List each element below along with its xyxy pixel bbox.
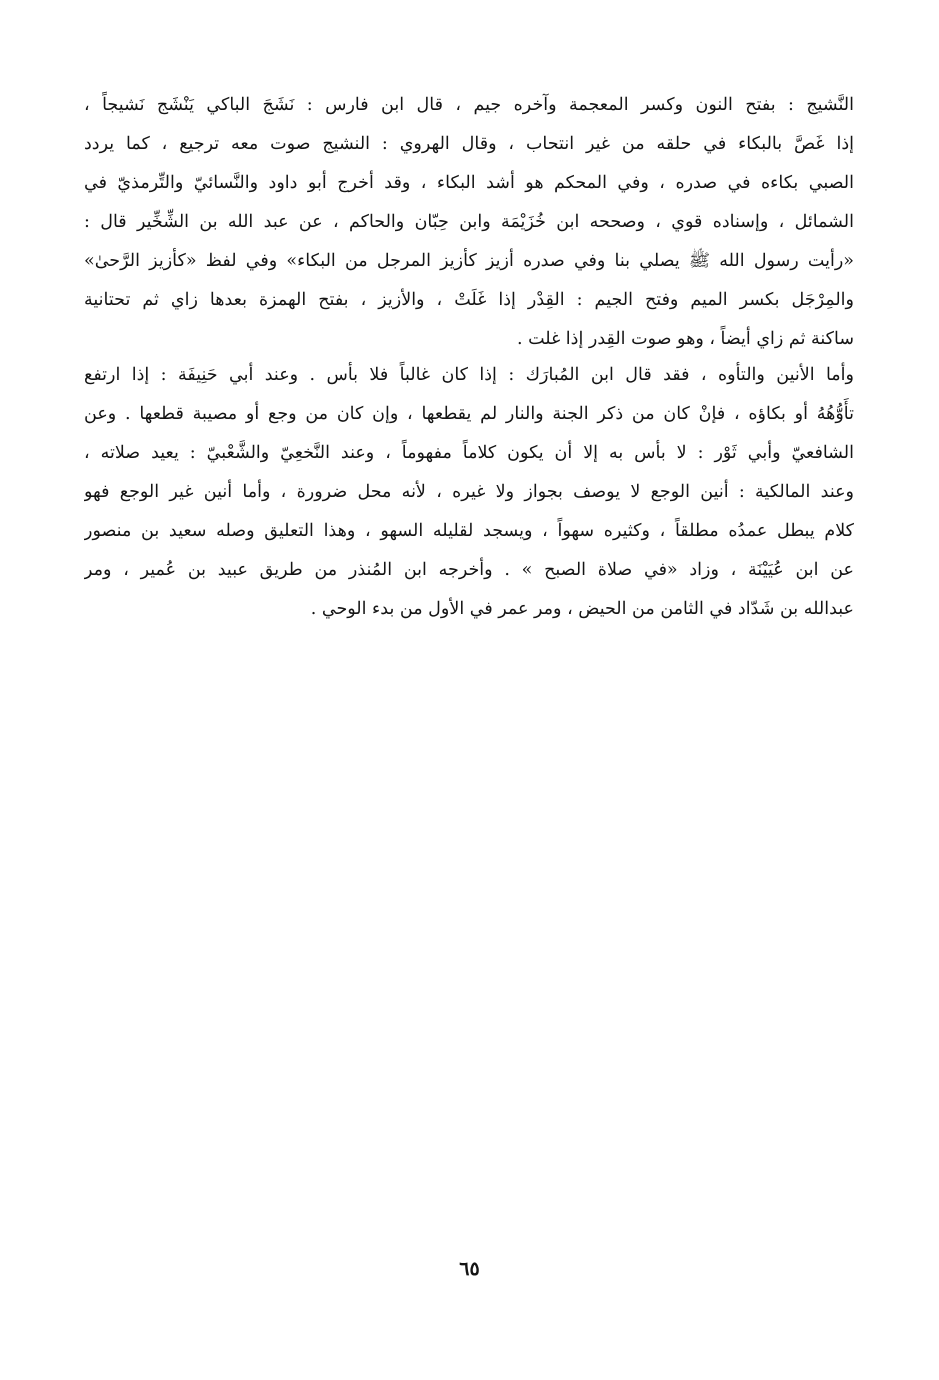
paragraph-anin: [84, 356, 854, 629]
text-line: عبدالله بن شَدّاد في الثامن من الحيض ، ومر عمر في الأول من بدء الوحي .: [310, 599, 854, 619]
page-number: ٦٥: [459, 1258, 480, 1280]
text-line: «رأيت رسول الله ﷺ يصلي بنا وفي صدره أزيز كأزيز المرجل من البكاء» وفي لفظ «كأزيز الرَّحىٰ»: [84, 251, 854, 271]
text-line: النَّشيج : بفتح النون وكسر المعجمة وآخره جيم ، قال ابن فارس : نَشَجَ الباكي يَنْشَج نَشيجاً ،: [84, 95, 854, 115]
text-line: الشمائل ، وإسناده قوي ، وصححه ابن خُزَيْمَة وابن حِبّان والحاكم ، عن عبد الله بن الشِّخِّير قال :: [84, 212, 854, 232]
text-line: تأَوُّهُهُ أو بكاؤه ، فإنْ كان من ذكر الجنة والنار لم يقطعها ، وإن كان من وجع أو مصيبة قطعها . وعن: [84, 404, 854, 424]
paragraph-nashij: [84, 86, 854, 359]
text-line: والمِرْجَل بكسر الميم وفتح الجيم : القِدْر إذا غَلَتْ ، والأزيز ، بفتح الهمزة بعدها زاي ثم تحتانية: [84, 290, 854, 310]
text-line: كلام يبطل عمدُه مطلقاً ، وكثيره سهواً ، ويسجد لقليله السهو ، وهذا التعليق وصله سعيد بن منصور: [84, 521, 854, 541]
text-line: وعند المالكية : أنين الوجع لا يوصف بجواز ولا غيره ، لأنه محل ضرورة ، وأما أنين غير الوجع فهو: [84, 482, 854, 502]
text-line: عن ابن عُيَيْنَة ، وزاد «في صلاة الصبح » . وأخرجه ابن المُنذر من طريق عبيد بن عُمير ، ومر: [84, 560, 854, 580]
text-line: الشافعيّ وأبي ثَوْر : لا بأس به إلا أن يكون كلاماً مفهوماً ، وعند النَّخعِيّ والشَّعْبيّ : يعيد صلاته ،: [84, 443, 854, 463]
text-line: إذا غَصَّ بالبكاء في حلقه من غير انتحاب ، وقال الهروي : النشيج صوت معه ترجيع ، كما يردد: [84, 134, 854, 154]
text-line: وأما الأنين والتأوه ، فقد قال ابن المُبارَك : إذا كان غالباً فلا بأس . وعند أبي حَنِيفَة : إذا ارتفع: [84, 365, 854, 385]
text-line: ساكنة ثم زاي أيضاً ، وهو صوت القِدر إذا غلت .: [516, 329, 854, 349]
text-line: الصبي بكاءه في صدره ، وفي المحكم هو أشد البكاء ، وقد أخرج أبو داود والنَّسائيّ والتِّرمذيّ في: [84, 173, 854, 193]
